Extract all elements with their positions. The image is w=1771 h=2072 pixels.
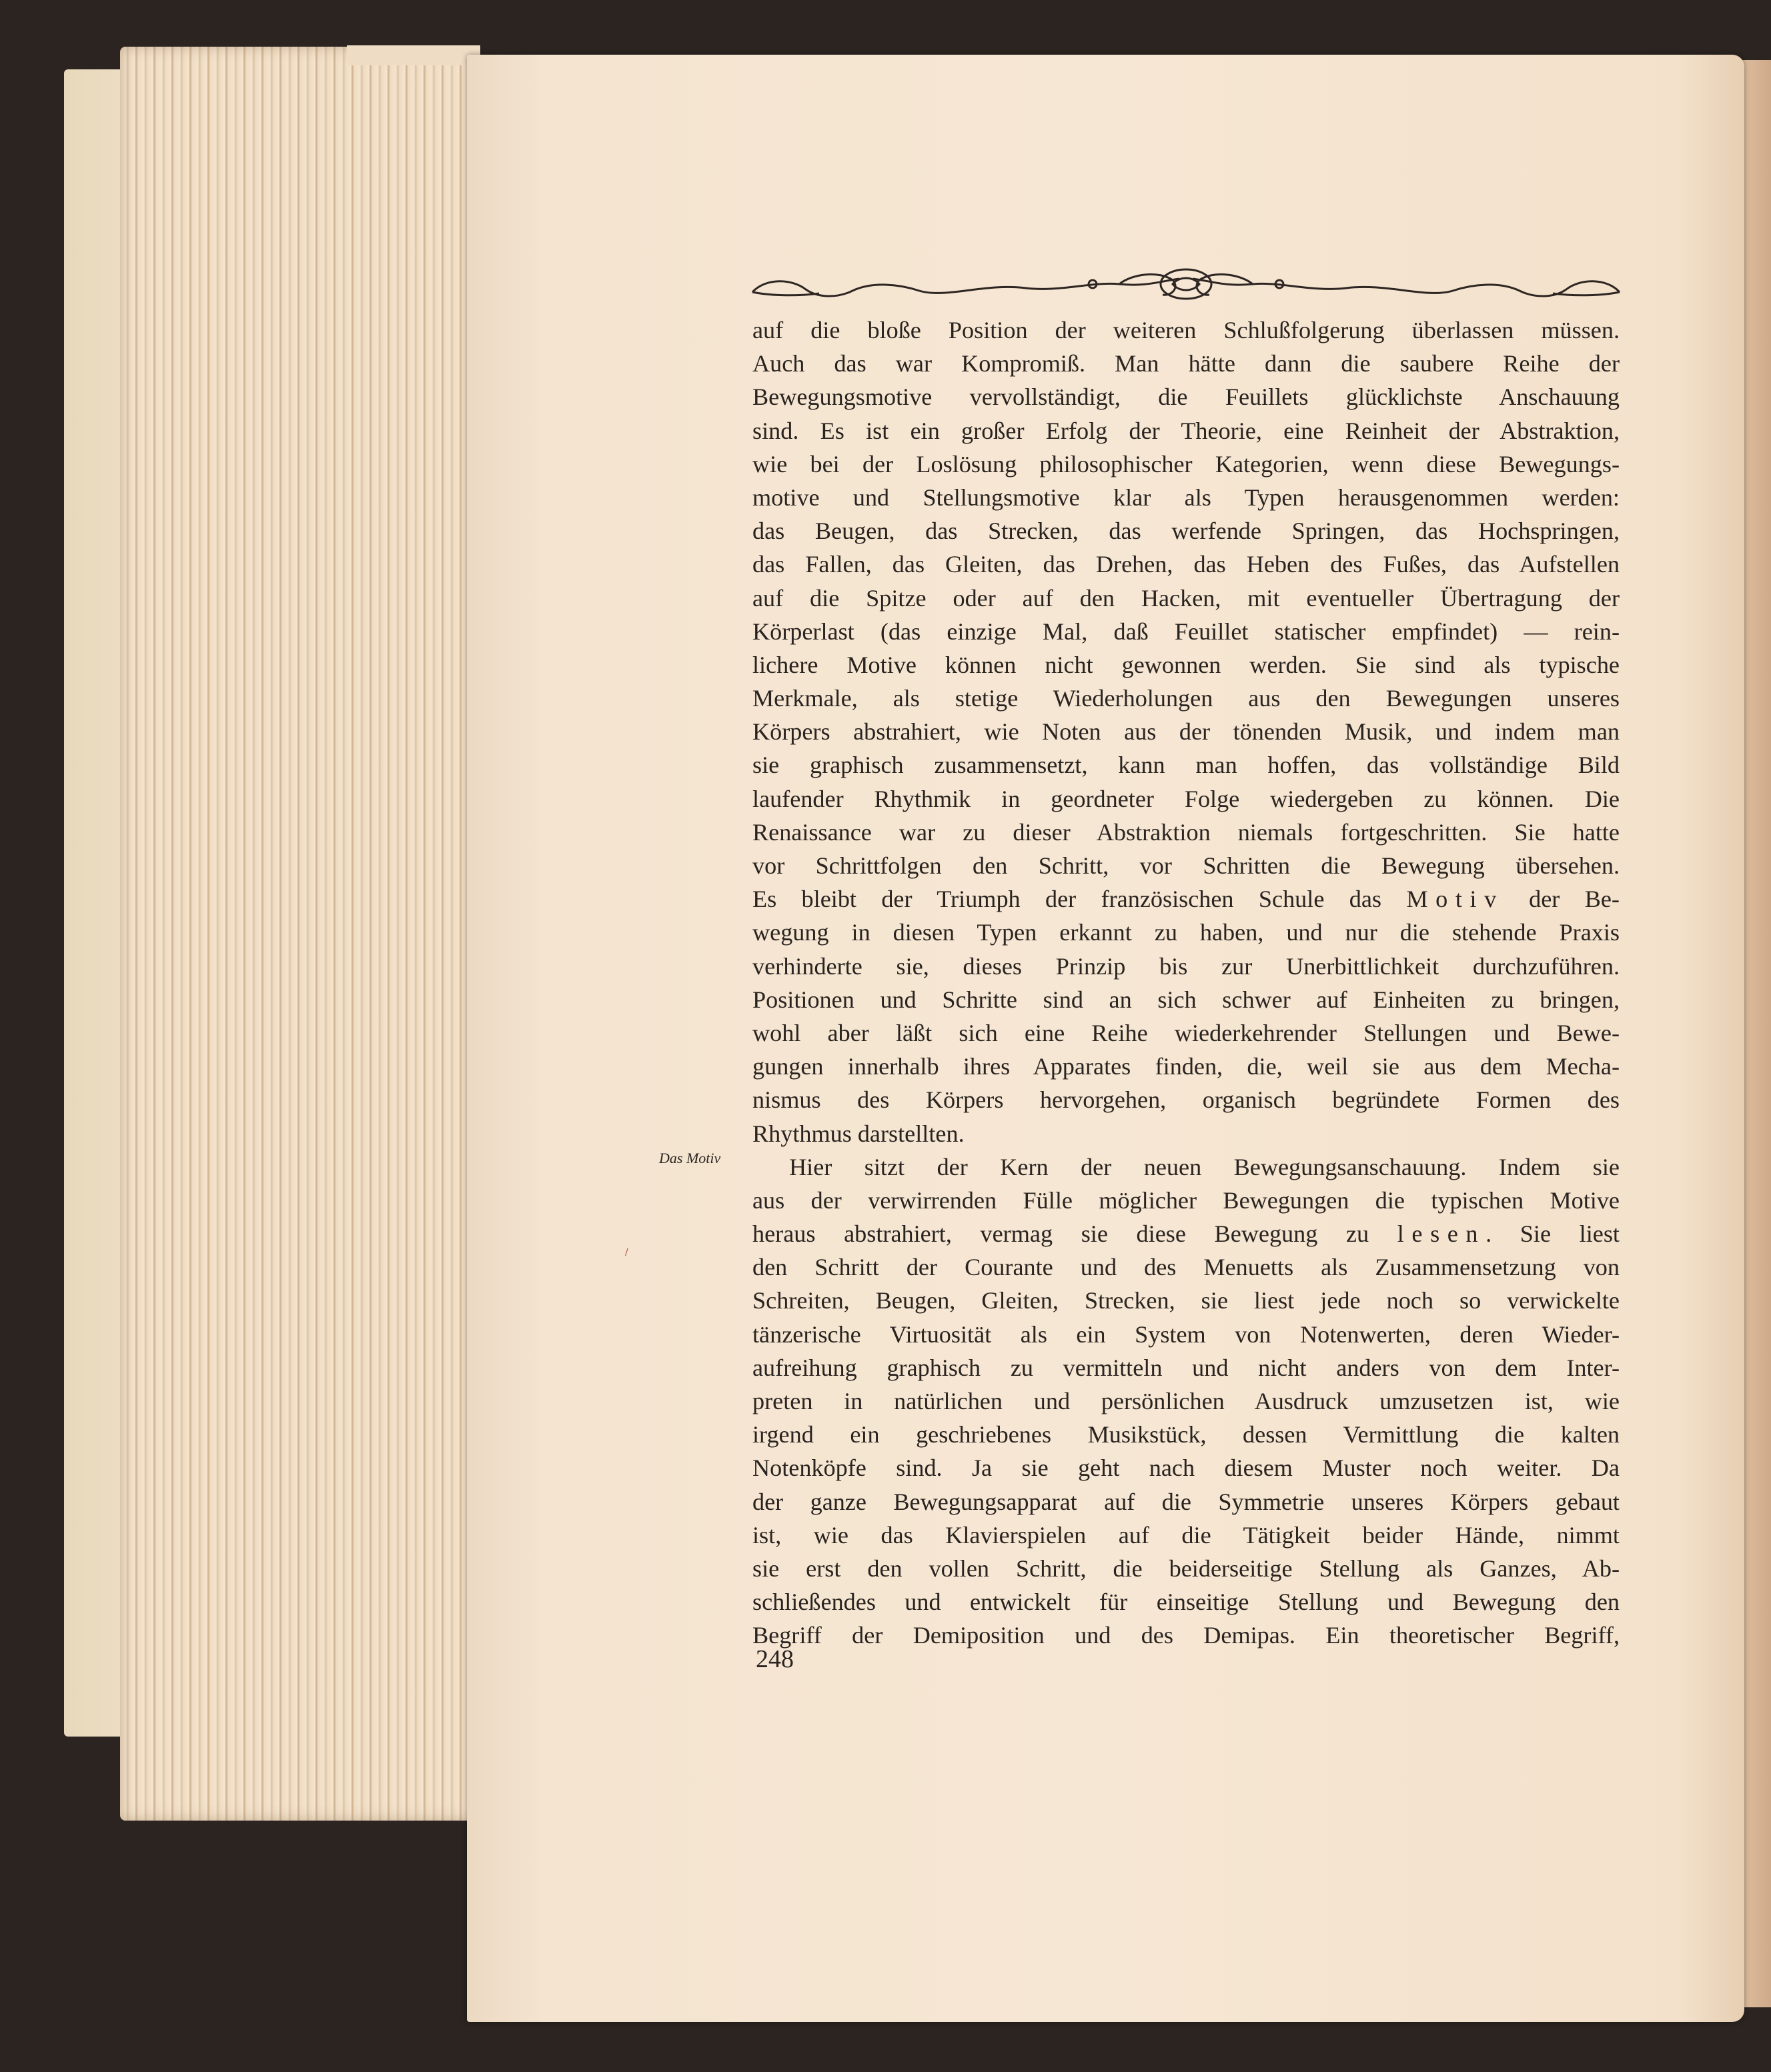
text-line: tänzerische Virtuosität als ein System von Notenwerten, deren Wieder- xyxy=(752,1320,1620,1348)
text-line: Auch das war Kompromiß. Man hätte dann die saubere Reihe der xyxy=(752,350,1620,377)
page-edges-stack xyxy=(120,47,480,1821)
headpiece-ornament xyxy=(746,264,1626,311)
text-fragment: . Sie liest xyxy=(1486,1220,1620,1248)
text-line: wegung in diesen Typen erkannt zu haben, und nur die stehende Praxis xyxy=(752,919,1620,946)
text-line: Bewegungsmotive vervollständigt, die Feuillets glücklichste Anschauung xyxy=(752,383,1620,411)
text-line xyxy=(752,1217,1620,1250)
spaced-emphasis: lesen xyxy=(1397,1220,1486,1248)
text-line: Rhythmus darstellten. xyxy=(752,1120,965,1147)
text-line: aufreihung graphisch zu vermitteln und nicht anders von dem Inter- xyxy=(752,1354,1620,1381)
text-line: lichere Motive können nicht gewonnen werden. Sie sind als typische xyxy=(752,651,1620,678)
text-line: sie graphisch zusammensetzt, kann man hoffen, das vollständige Bild xyxy=(752,752,1620,779)
text-line: auf die bloße Position der weiteren Schlußfolgerung überlassen müssen. xyxy=(752,317,1620,343)
text-line: sie erst den vollen Schritt, die beiderseitige Stellung als Ganzes, Ab- xyxy=(752,1555,1620,1582)
text-line: wohl aber läßt sich eine Reihe wiederkehrender Stellungen und Bewe- xyxy=(752,1019,1620,1046)
text-fragment: heraus abstrahiert, vermag sie diese Bewegung zu xyxy=(752,1220,1397,1248)
marginal-note: Das Motiv xyxy=(659,1150,721,1166)
text-line xyxy=(752,882,1620,916)
text-line: preten in natürlichen und persönlichen Ausdruck umzusetzen ist, wie xyxy=(752,1388,1620,1414)
text-line: das Beugen, das Strecken, das werfende Springen, das Hochspringen, xyxy=(752,517,1620,545)
text-fragment: Es bleibt der Triumph der französischen Schule das xyxy=(752,886,1407,913)
text-line: Positionen und Schritte sind an sich schwer auf Einheiten zu bringen, xyxy=(752,986,1620,1013)
page-edges-top xyxy=(347,45,480,65)
text-line: Merkmale, als stetige Wiederholungen aus den Bewegungen unseres xyxy=(752,685,1620,712)
text-line: Begriff der Demiposition und des Demipas. Ein theoretischer Begriff, xyxy=(752,1622,1620,1649)
text-line: motive und Stellungsmotive klar als Typen herausgenommen werden: xyxy=(752,483,1620,511)
text-line: vor Schrittfolgen den Schritt, vor Schritten die Bewegung übersehen. xyxy=(752,852,1620,879)
text-line: Körpers abstrahiert, wie Noten aus der tönenden Musik, und indem man xyxy=(752,718,1620,746)
spaced-emphasis: Motiv xyxy=(1406,886,1504,913)
text-line: Schreiten, Beugen, Gleiten, Strecken, sie liest jede noch so verwickelte xyxy=(752,1287,1620,1314)
text-line: Hier sitzt der Kern der neuen Bewegungsanschauung. Indem sie xyxy=(789,1153,1620,1180)
text-line: gungen innerhalb ihres Apparates finden, die, weil sie aus dem Mecha- xyxy=(752,1053,1620,1080)
body-text xyxy=(752,313,1620,1653)
text-line: aus der verwirrenden Fülle möglicher Bewegungen die typischen Motive xyxy=(752,1186,1620,1214)
text-line: das Fallen, das Gleiten, das Drehen, das Heben des Fußes, das Aufstellen xyxy=(752,551,1620,578)
text-line: den Schritt der Courante und des Menuetts als Zusammensetzung von xyxy=(752,1254,1620,1281)
text-line: sind. Es ist ein großer Erfolg der Theorie, eine Reinheit der Abstraktion, xyxy=(752,417,1620,444)
text-line: ist, wie das Klavierspielen auf die Tätigkeit beider Hände, nimmt xyxy=(752,1521,1620,1548)
text-line: nismus des Körpers hervorgehen, organisch begründete Formen des xyxy=(752,1086,1620,1114)
text-line: verhinderte sie, dieses Prinzip bis zur Unerbittlichkeit durchzuführen. xyxy=(752,952,1620,980)
text-line: der ganze Bewegungsapparat auf die Symmetrie unseres Körpers gebaut xyxy=(752,1488,1620,1515)
ink-mark: / xyxy=(625,1247,628,1258)
text-line: irgend ein geschriebenes Musikstück, dessen Vermittlung die kalten xyxy=(752,1421,1620,1448)
text-line: auf die Spitze oder auf den Hacken, mit eventueller Übertragung der xyxy=(752,584,1620,612)
text-fragment: der Be- xyxy=(1504,886,1620,913)
page-number: 248 xyxy=(756,1645,794,1673)
text-line: wie bei der Loslösung philosophischer Kategorien, wenn diese Bewegungs- xyxy=(752,450,1620,477)
text-line: laufender Rhythmik in geordneter Folge wiedergeben zu können. Die xyxy=(752,785,1620,812)
text-line: Körperlast (das einzige Mal, daß Feuillet statischer empfindet) — rein- xyxy=(752,618,1620,645)
text-line: schließendes und entwickelt für einseitige Stellung und Bewegung den xyxy=(752,1589,1620,1616)
text-line: Notenköpfe sind. Ja sie geht nach diesem Muster noch weiter. Da xyxy=(752,1454,1620,1482)
text-line: Renaissance war zu dieser Abstraktion niemals fortgeschritten. Sie hatte xyxy=(752,818,1620,846)
